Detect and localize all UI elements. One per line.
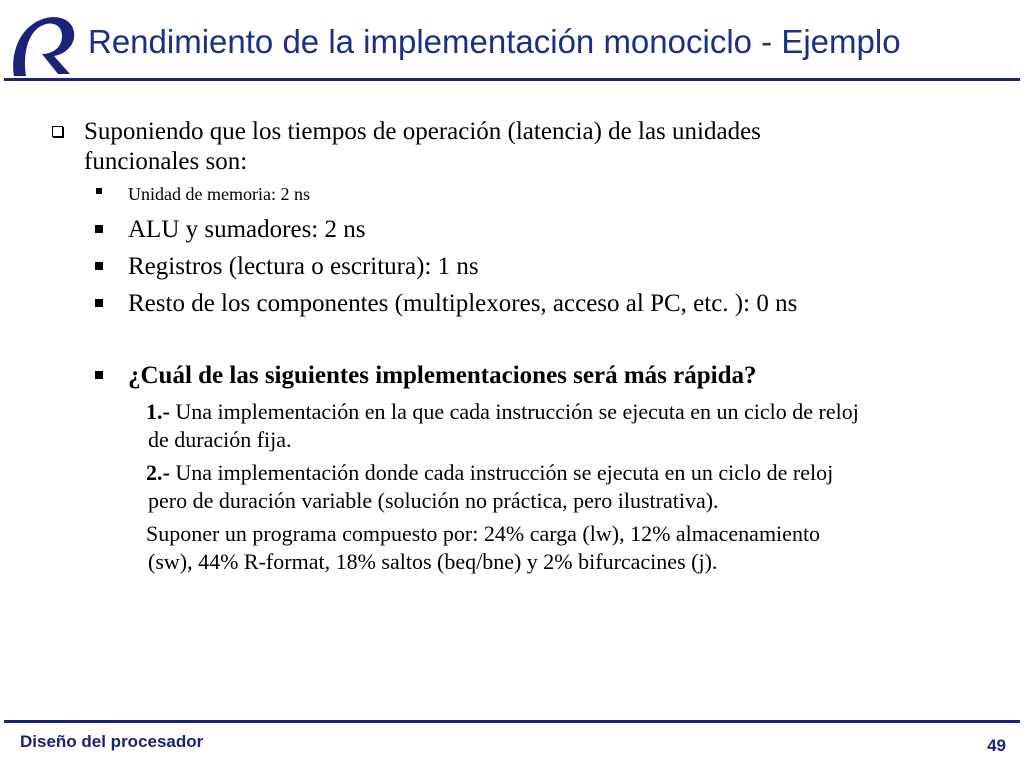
slide-title: Rendimiento de la implementación monociclo - Ejemplo [88,23,901,60]
option1-line2: de duración fija. [148,427,292,452]
square-bullet-icon [95,225,103,233]
program-line2: (sw), 44% R-format, 18% saltos (beq/bne) y 2% bifurcacines (j). [148,549,718,574]
intro-text-line2: funcionales son: [84,148,248,175]
unit-registers: Registros (lectura o escritura): 1 ns [128,253,479,280]
square-bullet-icon [95,262,103,270]
option1-text: Una implementación en la que cada instrucción se ejecuta en un ciclo de reloj [175,399,859,424]
hollow-square-bullet-icon [52,126,63,137]
option2-line2: pero de duración variable (solución no práctica, pero ilustrativa). [148,488,719,513]
option1-line1 [146,398,859,426]
square-bullet-icon [95,299,103,307]
footer-course-title: Diseño del procesador [20,732,204,751]
square-bullet-icon [95,371,103,379]
intro-text-line1: Suponiendo que los tiempos de operación (latencia) de las unidades [84,118,761,145]
footer-divider [4,720,1020,723]
question-text: ¿Cuál de las siguientes implementaciones será más rápida? [128,362,757,389]
square-bullet-icon [96,188,102,194]
unit-rest: Resto de los componentes (multiplexores, acceso al PC, etc. ): 0 ns [128,290,798,317]
unit-memory: Unidad de memoria: 2 ns [128,184,310,204]
page-number: 49 [987,736,1006,755]
option2-text: Una implementación donde cada instrucción se ejecuta en un ciclo de reloj [175,460,834,485]
program-line1: Suponer un programa compuesto por: 24% carga (lw), 12% almacenamiento [146,521,821,546]
option2-number: 2.- [146,460,170,485]
option2-line1 [146,459,833,487]
option1-number: 1.- [146,399,170,424]
unit-alu: ALU y sumadores: 2 ns [128,216,366,243]
